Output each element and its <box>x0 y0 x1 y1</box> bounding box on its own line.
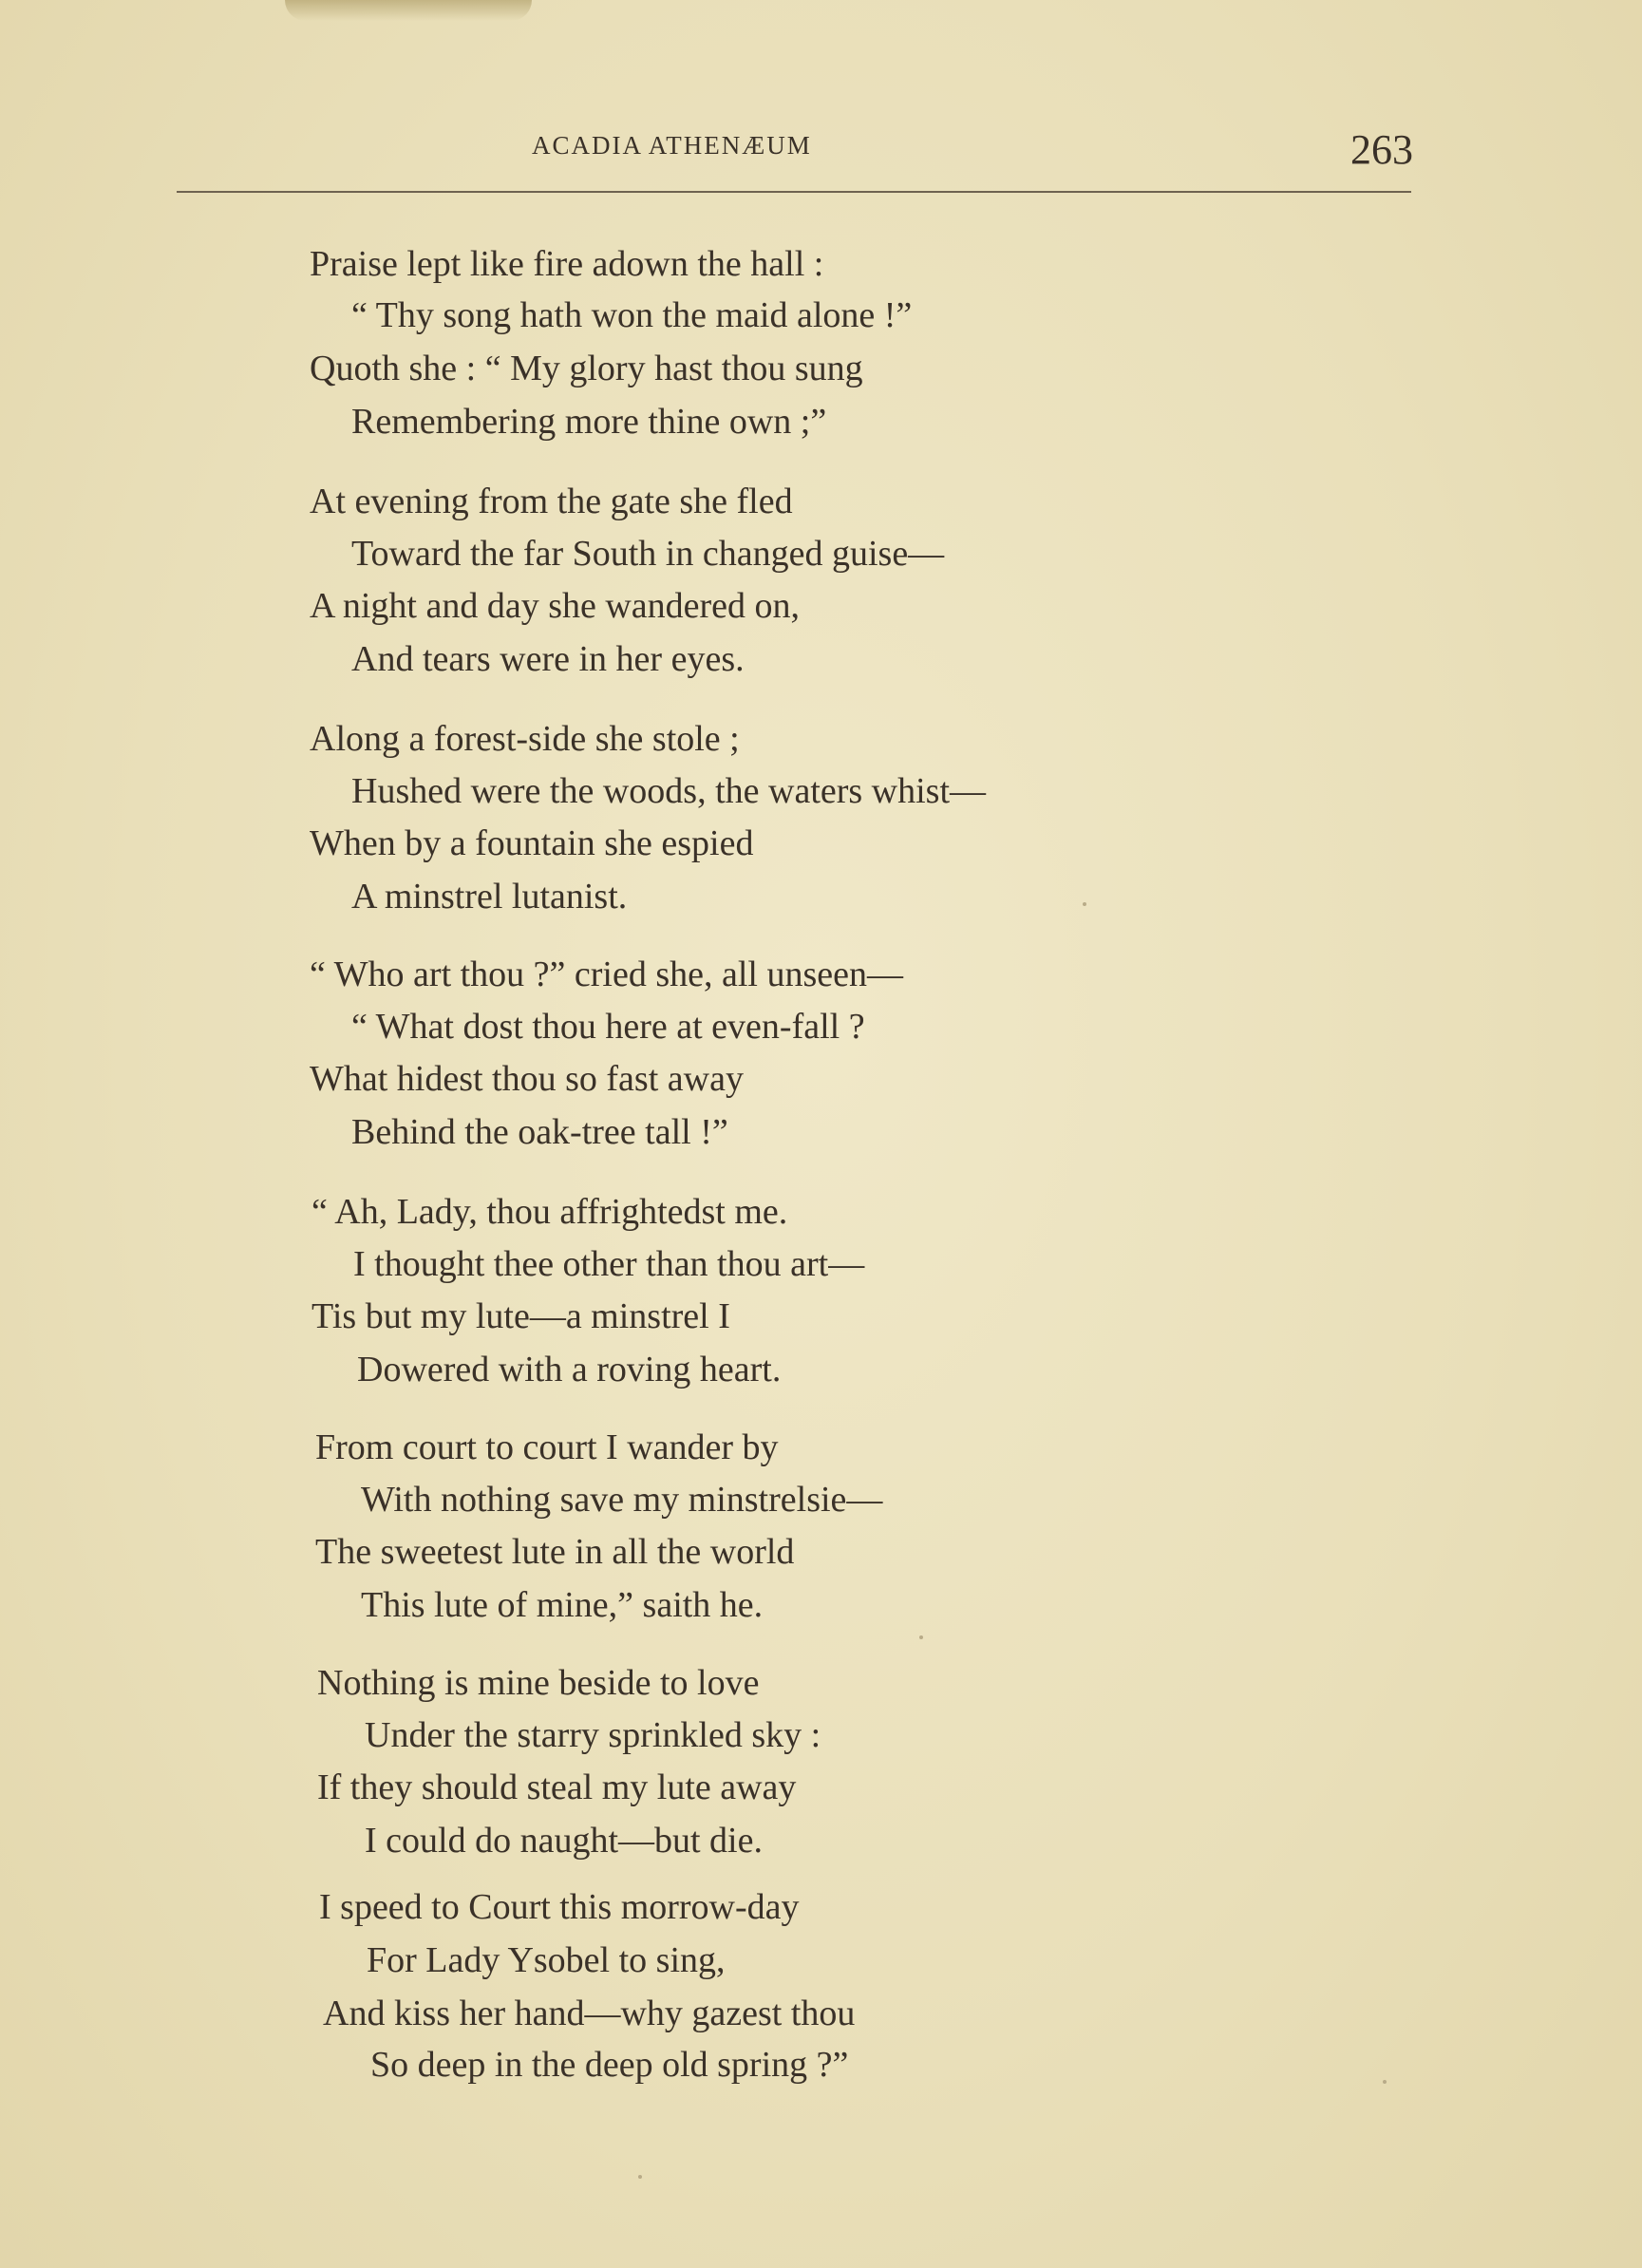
poem-line: This lute of mine,” saith he. <box>361 1585 764 1625</box>
poem-line: “ Thy song hath won the maid alone !” <box>351 295 913 335</box>
poem-line: “ Ah, Lady, thou affrightedst me. <box>311 1192 788 1232</box>
paper-speck <box>638 2175 642 2179</box>
poem-line: Along a forest-side she stole ; <box>310 719 740 759</box>
paper-speck <box>1383 2080 1387 2084</box>
poem-line: Under the starry sprinkled sky : <box>365 1715 821 1755</box>
poem-line: A night and day she wandered on, <box>310 586 801 626</box>
poem-line: Tis but my lute—a minstrel I <box>311 1296 730 1336</box>
poem-line: So deep in the deep old spring ?” <box>370 2045 849 2085</box>
poem-line: If they should steal my lute away <box>317 1767 797 1807</box>
page-number: 263 <box>1350 126 1413 173</box>
poem-line: Nothing is mine beside to love <box>317 1663 760 1703</box>
poem-line: Praise lept like fire adown the hall : <box>310 244 824 284</box>
journal-title: ACADIA ATHENÆUM <box>532 131 812 160</box>
poem-line: Remembering more thine own ;” <box>351 402 827 442</box>
poem-line: From court to court I wander by <box>315 1427 779 1467</box>
poem-line: And tears were in her eyes. <box>351 639 745 679</box>
poem-line: Behind the oak-tree tall !” <box>351 1112 728 1152</box>
poem-line: For Lady Ysobel to sing, <box>367 1940 726 1980</box>
paper-speck <box>1083 902 1086 906</box>
poem-line: Hushed were the woods, the waters whist— <box>351 771 987 811</box>
poem-line: At evening from the gate she fled <box>310 482 793 521</box>
paper-speck <box>919 1635 923 1639</box>
poem-line: What hidest thou so fast away <box>310 1059 744 1099</box>
poem-line: “ What dost thou here at even-fall ? <box>351 1007 865 1047</box>
poem-line: The sweetest lute in all the world <box>315 1532 795 1572</box>
poem-line: And kiss her hand—why gazest thou <box>323 1994 856 2033</box>
poem-line: When by a fountain she espied <box>310 823 754 863</box>
poem-line: “ Who art thou ?” cried she, all unseen— <box>310 954 904 994</box>
poem-line: I could do naught—but die. <box>365 1821 763 1861</box>
poem-line: A minstrel lutanist. <box>351 877 628 917</box>
poem-line: With nothing save my minstrelsie— <box>361 1480 883 1520</box>
poem-line: I thought thee other than thou art— <box>353 1244 865 1284</box>
poem-line: I speed to Court this morrow-day <box>319 1887 800 1927</box>
poem-line: Quoth she : “ My glory hast thou sung <box>310 349 863 388</box>
poem-line: Toward the far South in changed guise— <box>351 534 945 574</box>
poem-line: Dowered with a roving heart. <box>357 1350 782 1389</box>
